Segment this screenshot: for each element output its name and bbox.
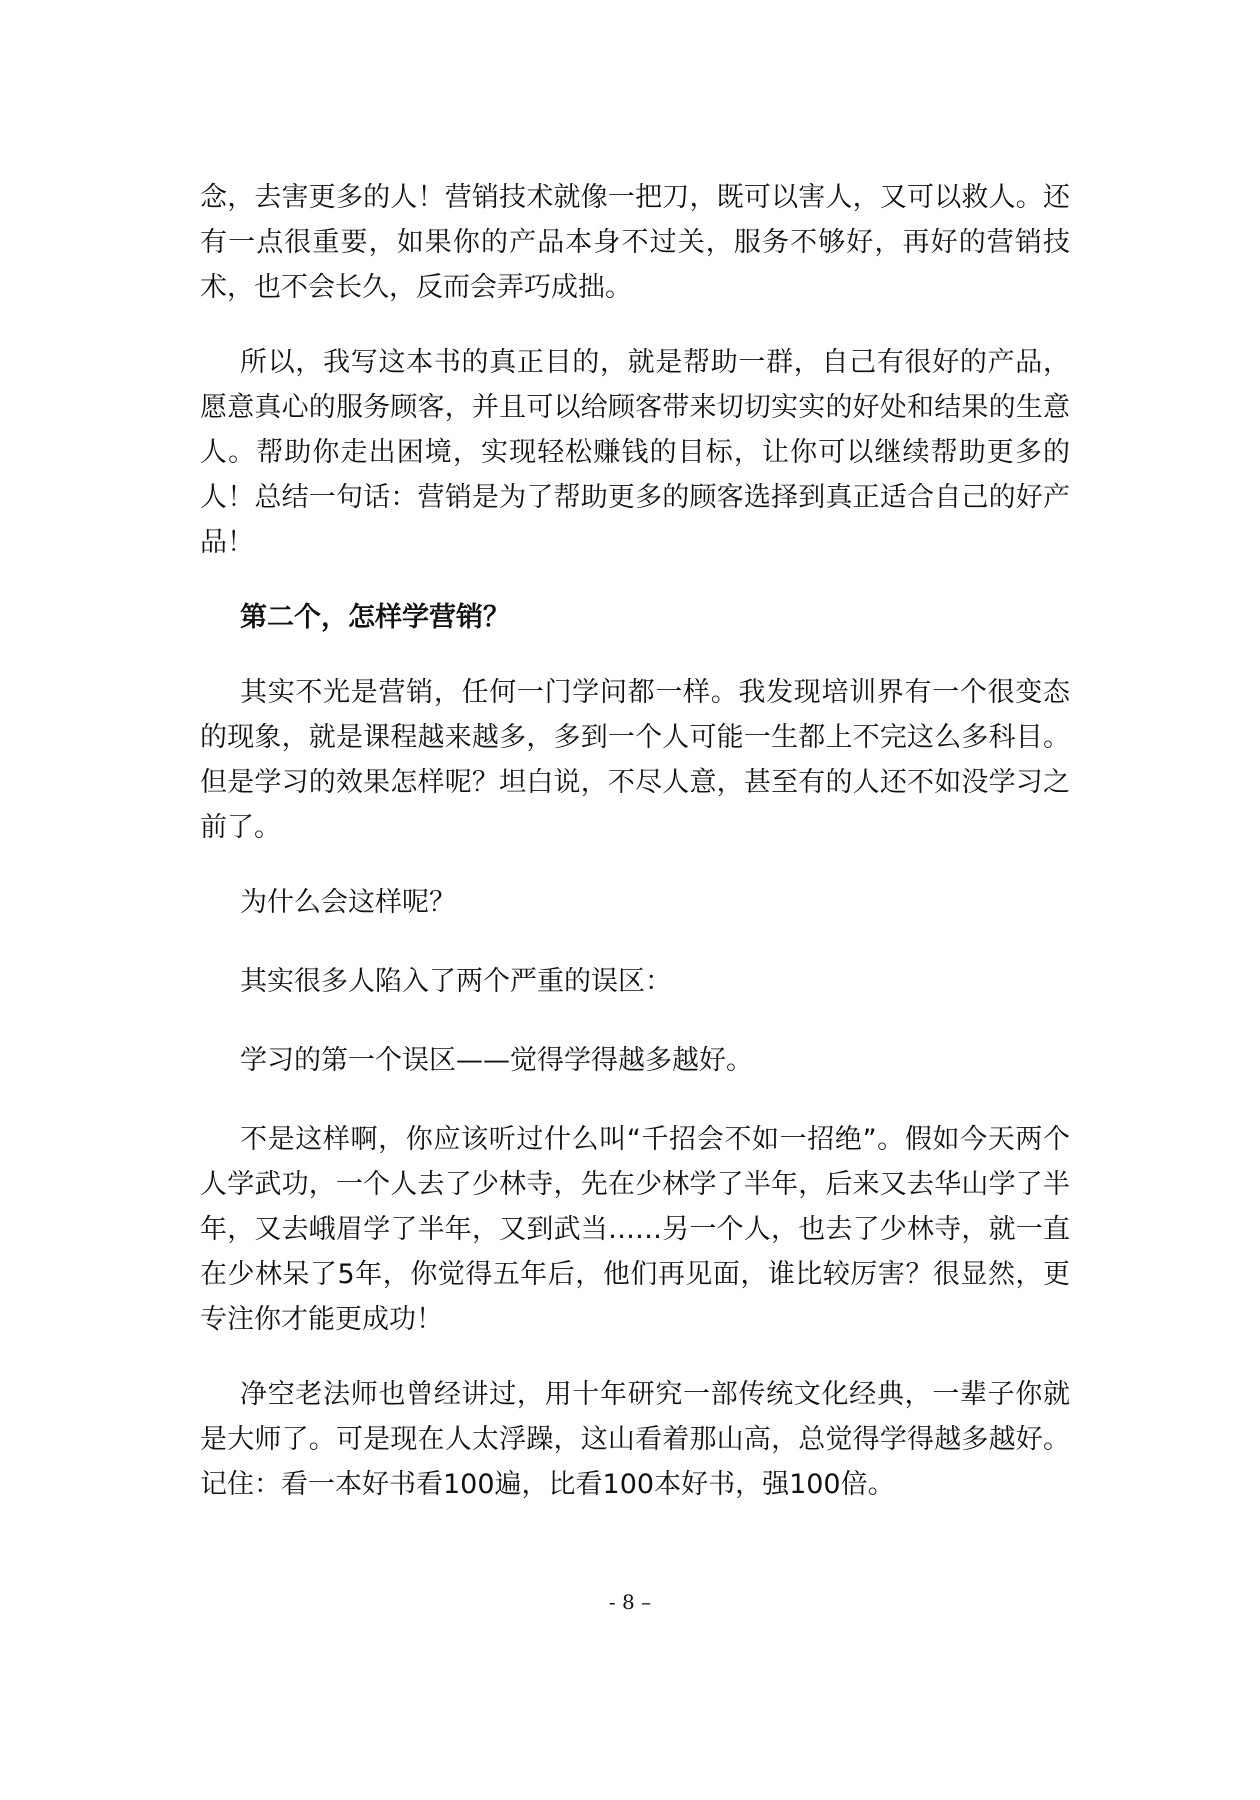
section-heading: 第二个，怎样学营销？ [240, 602, 510, 633]
paragraph-question: 为什么会这样呢？ [240, 887, 456, 918]
paragraph-misconceptions: 其实很多人陷入了两个严重的误区： [240, 966, 672, 997]
paragraph-learning: 其实不光是营销，任何一门学问都一样。我发现培训界有一个很变态的现象，就是课程越来越多，多到一个人可能一生都上不完这么多科目。但是学习的效果怎样呢？坦白说，不尽人意，甚至有的人还不如没学习之前了。 [200, 677, 1070, 843]
paragraph-first-misconception: 学习的第一个误区——觉得学得越多越好。 [240, 1045, 753, 1076]
paragraph-continuation: 念，去害更多的人！营销技术就像一把刀，既可以害人，又可以救人。还有一点很重要，如果你的产品本身不过关，服务不够好，再好的营销技术，也不会长久，反而会弄巧成拙。 [200, 182, 1070, 303]
paragraph-purpose: 所以，我写这本书的真正目的，就是帮助一群，自己有很好的产品，愿意真心的服务顾客，并且可以给顾客带来切切实实的好处和结果的生意人。帮助你走出困境，实现轻松赚钱的目标，让你可以继续帮助更多的人！总结一句话：营销是为了帮助更多的顾客选择到真正适合自己的好产品！ [200, 347, 1070, 558]
paragraph-master-quote: 净空老法师也曾经讲过，用十年研究一部传统文化经典，一辈子你就是大师了。可是现在人太浮躁，这山看着那山高，总觉得学得越多越好。记住：看一本好书看100遍，比看100本好书，强100倍。 [200, 1379, 1070, 1500]
page-number: - 8 – [608, 1590, 652, 1614]
body-text [200, 175, 1070, 1537]
paragraph-kungfu-example: 不是这样啊，你应该听过什么叫“千招会不如一招绝”。假如今天两个人学武功，一个人去了少林寺，先在少林学了半年，后来又去华山学了半年，又去峨眉学了半年，又到武当……另一个人，也去了少林寺，就一直在少林呆了5年，你觉得五年后，他们再见面，谁比较厉害？很显然，更专注你才能更成功！ [200, 1124, 1070, 1335]
